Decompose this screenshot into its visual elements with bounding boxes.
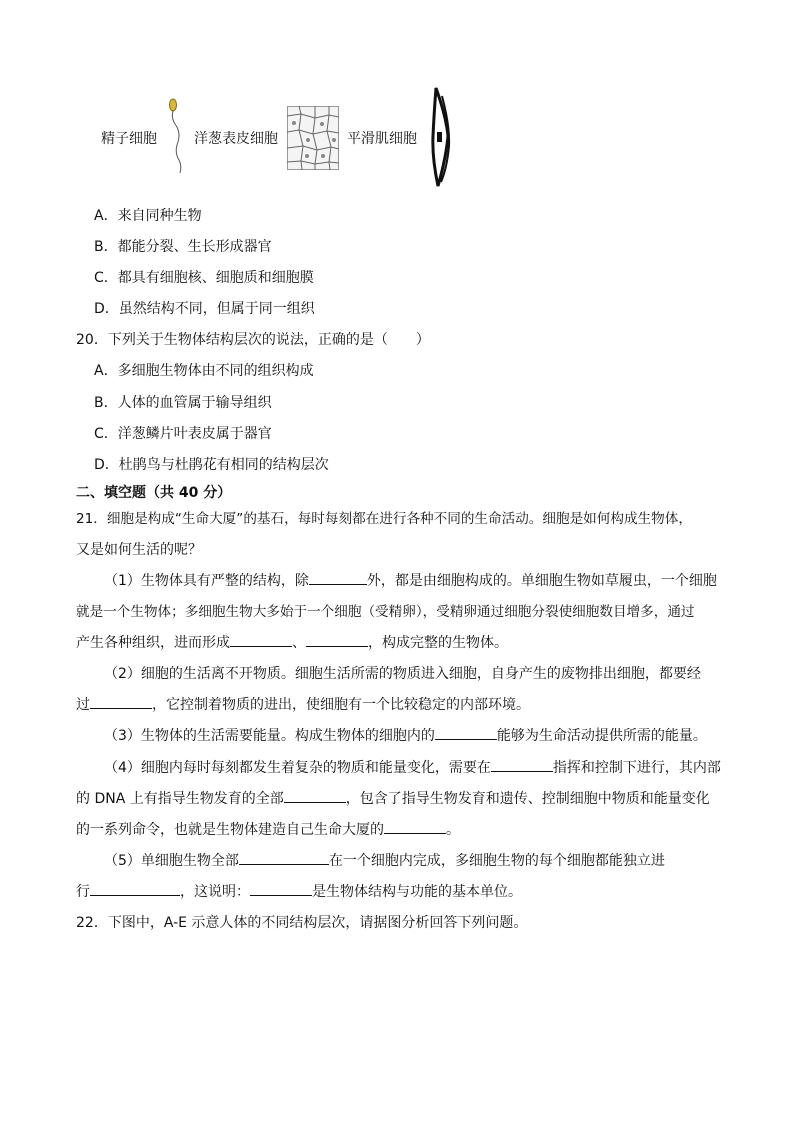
q21-blank-5[interactable] <box>435 725 497 740</box>
q21-p5-text-e: 是生物体结构与功能的基本单位。 <box>312 884 522 900</box>
q21-p4-text-d: ，包含了指导生物发育和遗传、控制细胞中物质和能量变化 <box>345 791 710 807</box>
q21-blank-2[interactable] <box>230 632 292 647</box>
q21-p2-text-a: （2）细胞的生活离不开物质。细胞生活所需的物质进入细胞，自身产生的废物排出细胞，都要经 <box>104 666 701 682</box>
q21-p4-text-f: 。 <box>446 822 460 838</box>
sperm-cell-image <box>160 96 190 174</box>
q21-blank-8[interactable] <box>384 819 446 834</box>
q20-option-b: B．人体的血管属于输导组织 <box>94 395 272 411</box>
q21-blank-10[interactable] <box>90 881 180 896</box>
q22-stem: 22．下图中，A-E 示意人体的不同结构层次，请据图分析回答下列问题。 <box>76 915 528 931</box>
q21-p4-text-b: 指挥和控制下进行，其内部 <box>552 760 721 776</box>
q20-stem: 20．下列关于生物体结构层次的说法，正确的是（ ） <box>76 332 430 348</box>
smooth-muscle-image <box>428 86 454 188</box>
q21-p1-text-a: （1）生物体具有严整的结构，除 <box>104 573 309 589</box>
onion-epidermis-image <box>287 106 339 170</box>
q21-p1-text-b: 外，都是由细胞构成的。单细胞生物如草履虫，一个细胞 <box>366 573 717 589</box>
q20-option-a: A．多细胞生物体由不同的组织构成 <box>94 363 314 379</box>
q19-option-a: A．来自同种生物 <box>94 208 202 224</box>
q19-option-c: C．都具有细胞核、细胞质和细胞膜 <box>94 270 314 286</box>
q21-p5-text-d: ，这说明： <box>180 884 250 900</box>
q21-blank-7[interactable] <box>284 788 346 803</box>
q21-p3-text-a: （3）生物体的生活需要能量。构成生物体的细胞内的 <box>104 728 435 744</box>
q21-p1-text-d: 产生各种组织，进而形成 <box>76 635 230 651</box>
q21-p4-text-e: 的一系列命令，也就是生物体建造自己生命大厦的 <box>76 822 384 838</box>
q21-p1-text-c: 就是一个生物体；多细胞生物大多始于一个细胞（受精卵），受精卵通过细胞分裂使细胞数目增多，通过 <box>76 604 695 620</box>
q21-p5-text-a: （5）单细胞生物全部 <box>104 853 239 869</box>
q21-p2-text-c: ，它控制着物质的进出，使细胞有一个比较稳定的内部环境。 <box>152 697 530 713</box>
q21-blank-11[interactable] <box>250 881 312 896</box>
onion-epidermis-label: 洋葱表皮细胞 <box>194 131 278 147</box>
smooth-muscle-label: 平滑肌细胞 <box>347 131 417 147</box>
q21-p4-text-c: 的 DNA 上有指导生物发育的全部 <box>76 791 284 807</box>
q21-p5-text-b: 在一个细胞内完成，多细胞生物的每个细胞都能独立进 <box>328 853 665 869</box>
q21-blank-4[interactable] <box>90 694 152 709</box>
q21-blank-9[interactable] <box>239 850 329 865</box>
q21-p4-text-a: （4）细胞内每时每刻都发生着复杂的物质和能量变化，需要在 <box>104 760 491 776</box>
q21-p2-text-b: 过 <box>76 697 90 713</box>
q21-p1-text-f: ，构成完整的生物体。 <box>368 635 508 651</box>
q19-option-d: D．虽然结构不同，但属于同一组织 <box>94 301 315 317</box>
q21-intro-line1: 21．细胞是构成“生命大厦”的基石，每时每刻都在进行各种不同的生命活动。细胞是如何构成生物体， <box>76 511 692 527</box>
q20-option-c: C．洋葱鳞片叶表皮属于器官 <box>94 426 272 442</box>
q21-p5-text-c: 行 <box>76 884 90 900</box>
q21-blank-1[interactable] <box>309 570 367 585</box>
q21-blank-6[interactable] <box>491 757 553 772</box>
q21-blank-3[interactable] <box>306 632 368 647</box>
q20-option-d: D．杜鹃鸟与杜鹃花有相同的结构层次 <box>94 457 329 473</box>
section-title: 二、填空题（共 40 分） <box>76 485 232 501</box>
sperm-cell-label: 精子细胞 <box>101 131 157 147</box>
q21-p3-text-b: 能够为生命活动提供所需的能量。 <box>496 728 707 744</box>
q21-intro-line2: 又是如何生活的呢？ <box>76 542 202 558</box>
q21-p1-text-e: 、 <box>292 635 306 651</box>
q19-option-b: B．都能分裂、生长形成器官 <box>94 239 272 255</box>
